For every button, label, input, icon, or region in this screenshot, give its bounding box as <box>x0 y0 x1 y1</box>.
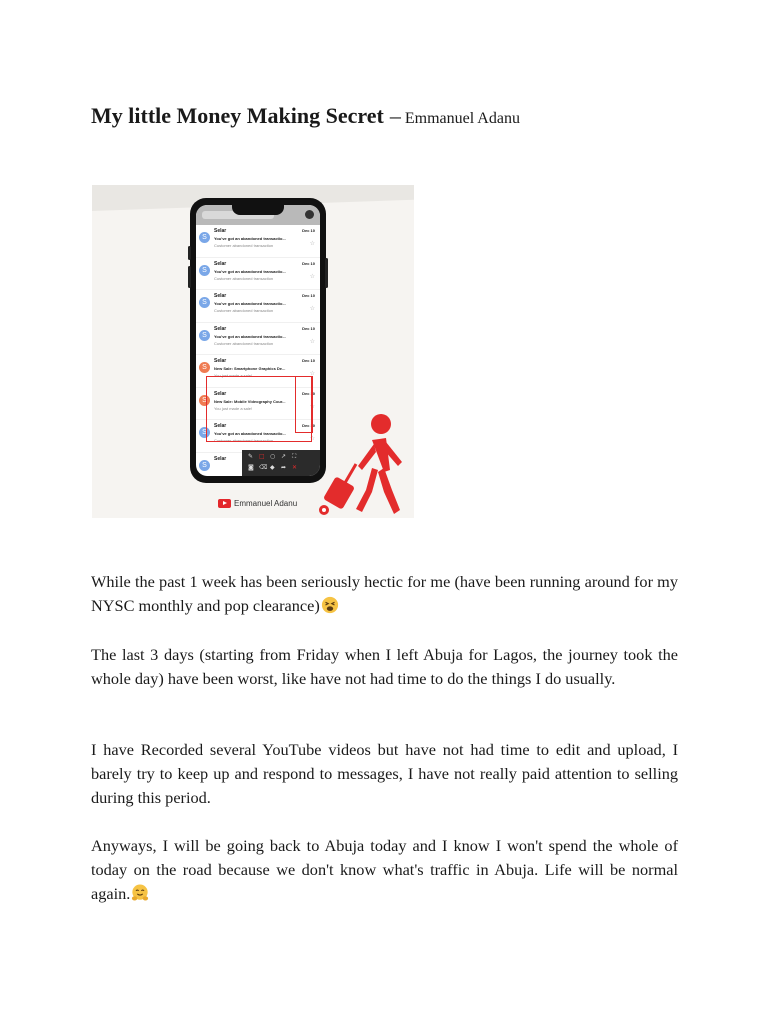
share-icon: ➦ <box>281 464 287 471</box>
youtube-channel-label <box>218 494 297 512</box>
circle-icon: ○ <box>270 453 276 460</box>
author-name: Emmanuel Adanu <box>404 110 520 127</box>
title-separator: – <box>389 103 401 128</box>
suitcase-wheel-hub <box>322 508 326 512</box>
pen-icon: ✎ <box>248 453 254 460</box>
email-sender: Selar <box>214 325 227 332</box>
email-subject: You've got an abandoned transactio... <box>214 333 286 339</box>
traveler-leg <box>378 468 400 514</box>
eraser-icon: ⌫ <box>259 464 268 471</box>
email-preview: Customer abandoned transaction <box>214 243 274 248</box>
star-icon: ☆ <box>309 306 315 312</box>
phone-side-button <box>188 246 191 260</box>
star-icon: ☆ <box>309 338 315 345</box>
channel-name: Emmanuel Adanu <box>234 498 298 508</box>
email-preview: Customer abandoned transaction <box>214 308 274 313</box>
email-date: Dec 10 <box>302 293 315 298</box>
hugging-face-emoji-icon <box>131 884 149 902</box>
arrow-icon: ↗ <box>281 453 287 460</box>
traveler-torso <box>372 438 390 472</box>
star-icon: ☆ <box>309 273 315 280</box>
email-preview: Customer abandoned transaction <box>214 275 274 281</box>
phone-side-button <box>325 258 328 288</box>
sender-avatar: S <box>199 265 210 276</box>
email-date: Dec 10 <box>302 358 315 363</box>
title-text: My little Money Making Secret <box>91 103 384 128</box>
shape-icon: ◆ <box>270 464 275 471</box>
email-preview: You just made a sale! <box>214 405 253 411</box>
phone-side-button <box>188 266 191 288</box>
email-sender: Selar <box>214 390 227 397</box>
account-avatar <box>305 210 314 219</box>
email-sender: Selar <box>214 260 227 267</box>
sender-avatar: S <box>199 330 210 341</box>
markup-toolbar <box>242 450 320 476</box>
star-icon: ☆ <box>309 241 315 247</box>
traveler-leg <box>356 468 378 512</box>
email-preview: You just made a sale! <box>214 373 253 378</box>
phone-mockup <box>190 198 326 483</box>
email-preview: Customer abandoned transaction <box>214 438 274 443</box>
sender-avatar: S <box>199 232 210 243</box>
email-row <box>196 290 320 323</box>
article-image <box>92 185 414 518</box>
traveler-head <box>371 414 391 434</box>
email-subject: New Sale: Smartphone Graphics De... <box>214 366 286 371</box>
email-sender: Selar <box>214 228 227 234</box>
sender-avatar: S <box>199 395 210 406</box>
square-icon: □ <box>259 453 265 460</box>
sender-avatar: S <box>199 460 210 471</box>
email-date: Dec 10 <box>302 423 315 428</box>
sender-avatar: S <box>199 362 210 373</box>
phone-screen <box>196 205 320 476</box>
email-sender: Selar <box>214 455 227 462</box>
email-date: Dec 10 <box>302 228 315 233</box>
email-subject: You've got an abandoned transactio... <box>214 431 286 436</box>
email-row <box>196 323 320 356</box>
star-icon: ☆ <box>309 403 315 410</box>
date-highlight-box <box>295 376 313 433</box>
sender-avatar: S <box>199 297 210 308</box>
tired-face-emoji-icon <box>321 596 339 614</box>
paragraph-1-text: While the past 1 week has been seriously hectic for me (have been running around for my NYSC monthly and pop clearance) <box>91 572 678 615</box>
paragraph-3: I have Recorded several YouTube videos but have not had time to edit and upload, I barely try to keep up and respond to messages, I have not really paid attention to selling during this period. <box>91 740 678 807</box>
email-date: Dec 10 <box>302 390 315 396</box>
traveler-arm <box>358 444 376 470</box>
email-subject: You've got an abandoned transactio... <box>214 301 286 306</box>
star-icon: ☆ <box>309 371 315 377</box>
crop-icon: ⛶ <box>292 453 297 460</box>
email-subject: New Sale: Mobile Videography Cour... <box>214 398 286 404</box>
paragraph-4 <box>91 834 678 906</box>
close-icon: ✕ <box>292 464 298 471</box>
phone-notch <box>232 205 284 215</box>
paragraph-4-text: Anyways, I will be going back to Abuja today and I know I won't spend the whole of today on the road because we don't know what's traffic in Abuja. Life will be normal again. <box>91 836 678 903</box>
youtube-logo-icon <box>218 499 231 508</box>
email-date: Dec 10 <box>302 260 315 266</box>
email-subject: You've got an abandoned transactio... <box>214 268 286 274</box>
paragraph-1 <box>91 570 678 618</box>
traveler-with-suitcase-icon <box>314 410 414 518</box>
email-row <box>196 258 320 291</box>
paragraph-2: The last 3 days (starting from Friday when I left Abuja for Lagos, the journey took the whole day) have been worst, like have not had time to do the things I do usually. <box>91 645 678 688</box>
document-title <box>91 103 520 129</box>
email-sender: Selar <box>214 358 227 364</box>
email-date: Dec 10 <box>302 325 315 331</box>
suitcase <box>323 476 355 510</box>
email-preview: Customer abandoned transaction <box>214 340 274 346</box>
email-sender: Selar <box>214 293 227 299</box>
star-icon: ☆ <box>309 436 315 442</box>
email-row <box>196 225 320 258</box>
camera-icon: ◙ <box>248 464 254 471</box>
email-subject: You've got an abandoned transactio... <box>214 236 286 241</box>
sender-avatar: S <box>199 427 210 438</box>
email-sender: Selar <box>214 423 227 429</box>
